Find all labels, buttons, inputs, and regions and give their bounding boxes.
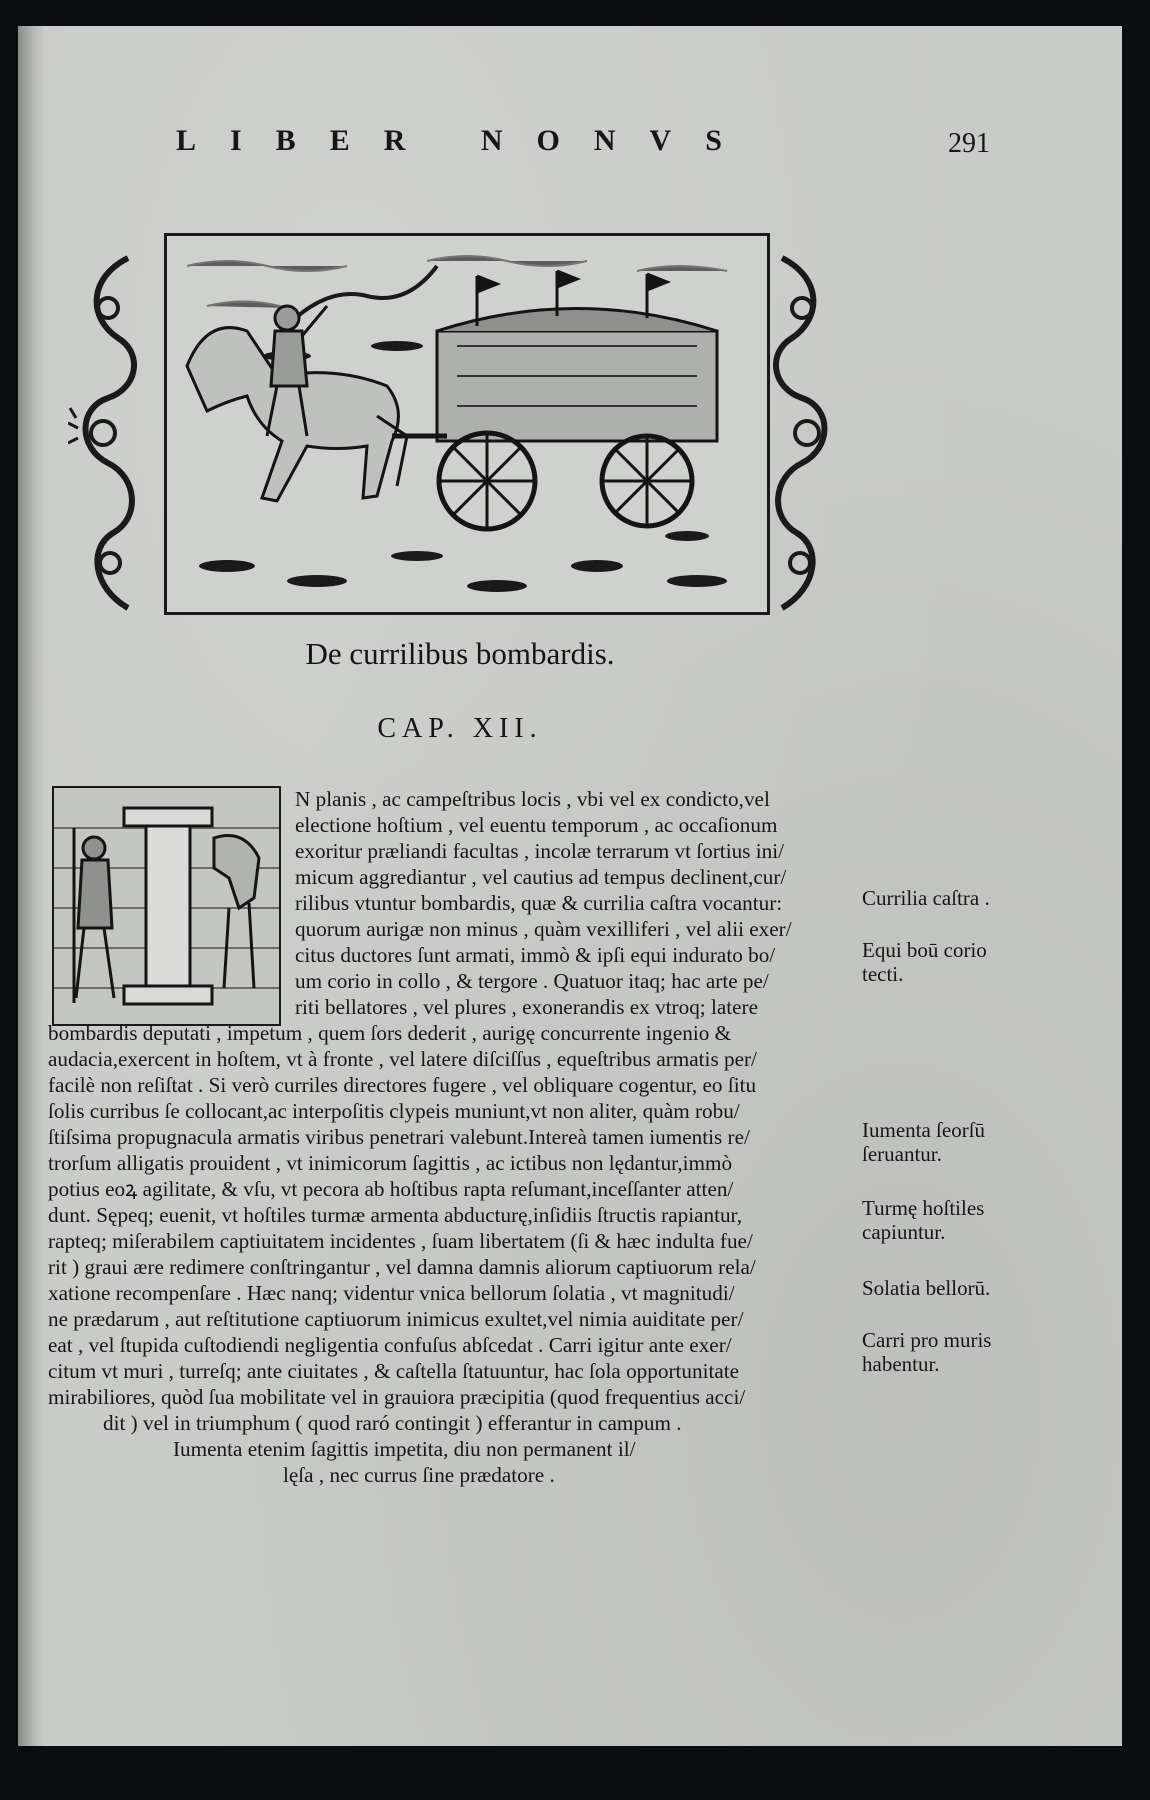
figure-caption: De currilibus bombardis. bbox=[305, 636, 615, 671]
text-line: exoritur prælіandi facultas , incolæ terrarum vt ſortius ini/ bbox=[295, 839, 784, 863]
page-header bbox=[150, 122, 990, 166]
text-line: citum vt muri , turreſq; ante ciuitates , & caſtella ſtatuuntur, hac ſola opportunitate bbox=[48, 1359, 740, 1383]
text-line: micum aggrediantur , vel cautius ad tempus declinent,cur/ bbox=[295, 865, 787, 889]
chapter-number: CAP. XII. bbox=[377, 713, 543, 744]
running-title: LIBER NONVS bbox=[176, 124, 756, 157]
text-line: trorſum alligatis prouident , vt inimicorum ſagittis , ac ictibus non lędantur,immò bbox=[48, 1151, 733, 1175]
text-line: electione hoſtium , vel euentu temporum , ac occaſionum bbox=[295, 813, 778, 837]
right-ornament-scroll bbox=[762, 248, 842, 618]
text-line: N planis , ac campeſtribus locis , vbi vel ex condicto,vel bbox=[295, 787, 770, 811]
text-line: lęſa , nec currus ſine prædatore . bbox=[283, 1463, 555, 1487]
war-cart-illustration bbox=[167, 236, 767, 612]
text-line: quorum aurigæ non minus , quàm vexilliferi , vel alii exer/ bbox=[295, 917, 792, 941]
left-ornament-scroll bbox=[68, 248, 148, 618]
text-line: um corio in collo , & tergore . Quatuor itaq; hac arte pe/ bbox=[295, 969, 769, 993]
text-line: citus ductores ſunt armati, immò & ipſi equi indurato bo/ bbox=[295, 943, 776, 967]
margin-note: Equi boū corio tecti. bbox=[862, 938, 987, 986]
show-through-text bbox=[260, 196, 266, 222]
chapter-body-text bbox=[48, 786, 860, 1488]
margin-note: Carri pro muris habentur. bbox=[862, 1328, 992, 1376]
text-line: ſolis curribus ſe collocant,ac interpoſitis clypeis muniunt,vt non aliter, quàm robu/ bbox=[48, 1099, 740, 1123]
text-line: rilibus vtuntur bombardis, quæ & currilia caſtra vocantur: bbox=[295, 891, 783, 915]
text-line: eat , vel ſtupida cuſtodiendi negligentia confuſus abſcedat . Carri igitur ante exer/ bbox=[48, 1333, 732, 1357]
text-line: ſtiſsima propugnacula armatis viribus penetrari valebunt.Intereà tamen iumentis re/ bbox=[48, 1125, 750, 1149]
page-binding-shadow bbox=[18, 26, 44, 1746]
margin-note: Iumenta ſeorſū ſeruantur. bbox=[862, 1118, 986, 1166]
text-line: facilè non reſiſtat . Si verò curriles directores fugere , vel obliquare cogentur, eo ſitu bbox=[48, 1073, 757, 1097]
text-line: xatione recompenſare . Hæc nanq; videntur vnica bellorum ſolatia , vt magnitudi/ bbox=[48, 1281, 735, 1305]
text-line: bombardis deputati , impetum , quem ſors dederit , aurigę concurrente ingenio & bbox=[48, 1021, 732, 1045]
margin-note: Currilia caſtra . bbox=[862, 886, 990, 910]
woodcut-war-cart bbox=[164, 233, 770, 615]
text-line: rapteq; miſerabilem captiuitatem incidentes , ſuam libertatem (ſi & hæc indulta fue/ bbox=[48, 1229, 753, 1253]
text-line: riti bellatores , vel plures , exonerandis ex vtroq; latere bbox=[295, 995, 759, 1019]
margin-note: Solatia bellorū. bbox=[862, 1276, 991, 1300]
text-line: mirabiliores, quòd ſua mobilitate vel in grauiora præcipitia (quod frequentius acci/ bbox=[48, 1385, 746, 1409]
text-line: dit ) vel in triumphum ( quod raró contingit ) efferantur in campum . bbox=[103, 1411, 682, 1435]
text-line: audacia,exercent in hoſtem, vt à fronte , vel latere diſciſſus , equeſtribus armatis per/ bbox=[48, 1047, 757, 1071]
text-line: potius eoꝝ agilitate, & vſu, vt pecora ab hoſtibus rapta reſumant,inceſſanter atten/ bbox=[48, 1177, 734, 1201]
margin-note: Turmę hoſtiles capiuntur. bbox=[862, 1196, 985, 1244]
text-line: ne prædarum , aut reſtitutione captiuorum inimicus exultet,vel nimia auiditate per/ bbox=[48, 1307, 744, 1331]
text-line: rit ) graui ære redimere conſtringantur , vel damna damnis aliorum captiuorum rela/ bbox=[48, 1255, 756, 1279]
page-number: 291 bbox=[948, 128, 990, 159]
text-line: Iumenta etenim ſagittis impetita, diu non permanent il/ bbox=[173, 1437, 636, 1461]
text-line: dunt. Sępeq; euenit, vt hoſtiles turmæ armenta abducturę,inſidiis ſtructis rapiantur, bbox=[48, 1203, 743, 1227]
